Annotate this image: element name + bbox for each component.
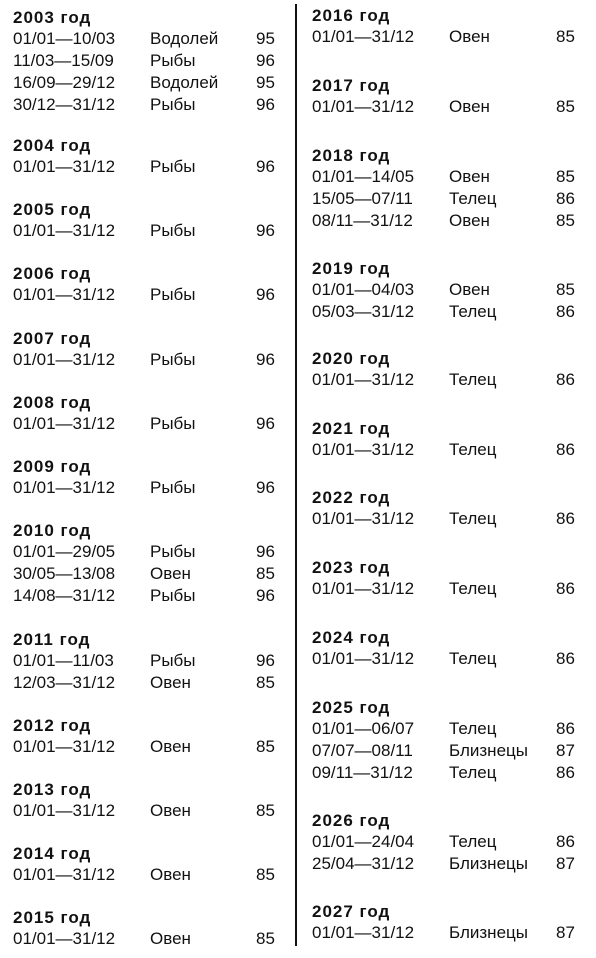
- sign-code: 96: [256, 157, 275, 176]
- sign-code: 85: [256, 673, 275, 692]
- sign-code: 85: [256, 801, 275, 820]
- period-dates: 01/01—31/12: [312, 440, 415, 459]
- zodiac-sign: Рыбы: [150, 95, 196, 114]
- year-heading: 2012 год: [13, 716, 92, 735]
- zodiac-sign: Овен: [150, 865, 191, 884]
- sign-code: 95: [256, 29, 275, 48]
- sign-code: 86: [556, 763, 575, 782]
- period-dates: 01/01—31/12: [13, 221, 116, 240]
- year-heading: 2008 год: [13, 393, 92, 412]
- period-dates: 01/01—10/03: [13, 29, 116, 48]
- year-heading: 2007 год: [13, 329, 92, 348]
- sign-code: 96: [256, 51, 275, 70]
- year-block: [300, 698, 596, 784]
- period-dates: 01/01—31/12: [312, 27, 415, 46]
- period-row: [300, 166, 596, 188]
- year-block: [0, 780, 292, 822]
- year-heading: 2011 год: [13, 630, 91, 649]
- period-row: [300, 718, 596, 740]
- zodiac-sign: Телец: [449, 719, 497, 738]
- sign-code: 86: [556, 189, 575, 208]
- zodiac-sign: Рыбы: [150, 414, 196, 433]
- sign-code: 86: [556, 649, 575, 668]
- year-block: [300, 146, 596, 232]
- period-row: [300, 740, 596, 762]
- year-block: [0, 908, 292, 950]
- zodiac-sign: Водолей: [150, 29, 219, 48]
- year-heading: 2003 год: [13, 8, 92, 27]
- period-dates: 01/01—31/12: [13, 478, 116, 497]
- period-row: [300, 508, 596, 530]
- period-dates: 01/01—04/03: [312, 280, 415, 299]
- period-dates: 11/03—15/09: [13, 51, 114, 70]
- year-heading: 2022 год: [312, 488, 391, 507]
- year-block: [0, 393, 292, 435]
- year-block: [0, 716, 292, 758]
- period-row: [0, 28, 292, 50]
- zodiac-sign: Овен: [449, 211, 490, 230]
- year-heading: 2013 год: [13, 780, 92, 799]
- year-heading: 2010 год: [13, 521, 92, 540]
- period-row: [0, 349, 292, 371]
- period-row: [0, 585, 292, 607]
- sign-code: 85: [556, 280, 575, 299]
- sign-code: 86: [556, 440, 575, 459]
- period-dates: 01/01—31/12: [13, 350, 116, 369]
- sign-code: 85: [556, 211, 575, 230]
- period-row: [300, 369, 596, 391]
- period-dates: 01/01—31/12: [312, 579, 415, 598]
- period-dates: 01/01—14/05: [312, 167, 415, 186]
- year-heading: 2016 год: [312, 6, 391, 25]
- sign-code: 96: [256, 542, 275, 561]
- period-row: [300, 762, 596, 784]
- sign-code: 85: [256, 929, 275, 948]
- period-dates: 07/07—08/11: [312, 741, 413, 760]
- period-dates: 01/01—31/12: [13, 285, 116, 304]
- sign-code: 96: [256, 221, 275, 240]
- period-row: [0, 284, 292, 306]
- year-block: [0, 630, 292, 694]
- year-block: [0, 521, 292, 607]
- period-dates: 01/01—31/12: [312, 923, 415, 942]
- sign-code: 86: [556, 509, 575, 528]
- year-block: [300, 6, 596, 48]
- year-block: [300, 76, 596, 118]
- year-heading: 2027 год: [312, 902, 391, 921]
- zodiac-sign: Рыбы: [150, 542, 196, 561]
- zodiac-sign: Рыбы: [150, 478, 196, 497]
- period-row: [0, 800, 292, 822]
- year-heading: 2026 год: [312, 811, 391, 830]
- zodiac-sign: Телец: [449, 579, 497, 598]
- zodiac-sign: Водолей: [150, 73, 219, 92]
- period-dates: 12/03—31/12: [13, 673, 116, 692]
- year-block: [300, 349, 596, 391]
- year-block: [0, 136, 292, 178]
- period-row: [300, 831, 596, 853]
- period-dates: 08/11—31/12: [312, 211, 413, 230]
- period-row: [300, 26, 596, 48]
- period-dates: 01/01—31/12: [312, 509, 415, 528]
- zodiac-sign: Овен: [150, 564, 191, 583]
- period-row: [0, 650, 292, 672]
- period-row: [300, 96, 596, 118]
- period-dates: 01/01—31/12: [13, 737, 116, 756]
- period-row: [300, 210, 596, 232]
- sign-code: 86: [556, 579, 575, 598]
- sign-code: 95: [256, 73, 275, 92]
- year-heading: 2021 год: [312, 419, 391, 438]
- year-block: [300, 259, 596, 323]
- sign-code: 86: [556, 302, 575, 321]
- period-dates: 30/05—13/08: [13, 564, 116, 583]
- period-row: [300, 648, 596, 670]
- sign-code: 87: [556, 741, 575, 760]
- zodiac-sign: Телец: [449, 649, 497, 668]
- year-heading: 2024 год: [312, 628, 391, 647]
- zodiac-sign: Овен: [150, 801, 191, 820]
- sign-code: 86: [556, 832, 575, 851]
- zodiac-sign: Близнецы: [449, 741, 528, 760]
- year-heading: 2005 год: [13, 200, 92, 219]
- sign-code: 85: [556, 97, 575, 116]
- zodiac-sign: Овен: [449, 167, 490, 186]
- period-dates: 05/03—31/12: [312, 302, 415, 321]
- sign-code: 86: [556, 719, 575, 738]
- period-dates: 09/11—31/12: [312, 763, 413, 782]
- zodiac-sign: Телец: [449, 763, 497, 782]
- column-divider: [295, 4, 297, 946]
- period-row: [0, 563, 292, 585]
- sign-code: 96: [256, 414, 275, 433]
- period-dates: 01/01—31/12: [13, 929, 116, 948]
- zodiac-sign: Рыбы: [150, 651, 196, 670]
- sign-code: 96: [256, 95, 275, 114]
- period-dates: 01/01—31/12: [312, 97, 415, 116]
- period-dates: 01/01—06/07: [312, 719, 415, 738]
- year-heading: 2017 год: [312, 76, 391, 95]
- sign-code: 96: [256, 651, 275, 670]
- zodiac-sign: Близнецы: [449, 854, 528, 873]
- sign-code: 96: [256, 586, 275, 605]
- sign-code: 87: [556, 923, 575, 942]
- period-row: [300, 922, 596, 944]
- year-block: [0, 200, 292, 242]
- year-heading: 2014 год: [13, 844, 92, 863]
- year-block: [0, 844, 292, 886]
- year-heading: 2006 год: [13, 264, 92, 283]
- period-dates: 14/08—31/12: [13, 586, 116, 605]
- year-heading: 2023 год: [312, 558, 391, 577]
- zodiac-sign: Близнецы: [449, 923, 528, 942]
- period-dates: 01/01—31/12: [13, 801, 116, 820]
- year-heading: 2020 год: [312, 349, 391, 368]
- year-block: [0, 457, 292, 499]
- period-row: [300, 279, 596, 301]
- zodiac-sign: Рыбы: [150, 51, 196, 70]
- year-block: [300, 902, 596, 944]
- year-block: [0, 329, 292, 371]
- period-dates: 16/09—29/12: [13, 73, 116, 92]
- period-row: [0, 413, 292, 435]
- period-row: [300, 301, 596, 323]
- sign-code: 85: [556, 27, 575, 46]
- year-heading: 2004 год: [13, 136, 92, 155]
- zodiac-sign: Рыбы: [150, 350, 196, 369]
- period-row: [0, 477, 292, 499]
- zodiac-sign: Овен: [150, 737, 191, 756]
- sign-code: 96: [256, 350, 275, 369]
- period-dates: 01/01—11/03: [13, 651, 114, 670]
- zodiac-sign: Овен: [449, 27, 490, 46]
- period-row: [300, 439, 596, 461]
- zodiac-sign: Телец: [449, 832, 497, 851]
- zodiac-sign: Телец: [449, 440, 497, 459]
- year-block: [300, 558, 596, 600]
- period-dates: 01/01—31/12: [312, 649, 415, 668]
- zodiac-sign: Телец: [449, 189, 497, 208]
- period-dates: 30/12—31/12: [13, 95, 116, 114]
- zodiac-sign: Рыбы: [150, 586, 196, 605]
- sign-code: 85: [256, 737, 275, 756]
- year-block: [300, 628, 596, 670]
- period-row: [0, 928, 292, 950]
- zodiac-sign: Овен: [449, 97, 490, 116]
- period-dates: 25/04—31/12: [312, 854, 415, 873]
- period-row: [0, 736, 292, 758]
- zodiac-sign: Овен: [449, 280, 490, 299]
- period-row: [0, 94, 292, 116]
- zodiac-sign: Телец: [449, 302, 497, 321]
- sign-code: 85: [256, 865, 275, 884]
- period-row: [0, 72, 292, 94]
- year-heading: 2018 год: [312, 146, 391, 165]
- year-heading: 2015 год: [13, 908, 92, 927]
- period-row: [0, 541, 292, 563]
- period-dates: 01/01—24/04: [312, 832, 415, 851]
- sign-code: 85: [256, 564, 275, 583]
- period-row: [300, 853, 596, 875]
- zodiac-sign: Рыбы: [150, 221, 196, 240]
- zodiac-sign: Телец: [449, 370, 497, 389]
- period-row: [300, 188, 596, 210]
- period-dates: 01/01—31/12: [312, 370, 415, 389]
- year-heading: 2009 год: [13, 457, 92, 476]
- year-heading: 2019 год: [312, 259, 391, 278]
- period-dates: 15/05—07/11: [312, 189, 413, 208]
- zodiac-sign: Овен: [150, 929, 191, 948]
- year-block: [300, 419, 596, 461]
- zodiac-sign: Рыбы: [150, 157, 196, 176]
- period-row: [0, 220, 292, 242]
- year-block: [300, 811, 596, 875]
- year-block: [300, 488, 596, 530]
- sign-code: 96: [256, 285, 275, 304]
- period-row: [0, 50, 292, 72]
- period-row: [300, 578, 596, 600]
- zodiac-sign: Рыбы: [150, 285, 196, 304]
- period-row: [0, 672, 292, 694]
- period-dates: 01/01—31/12: [13, 414, 116, 433]
- year-block: [0, 8, 292, 116]
- period-row: [0, 156, 292, 178]
- sign-code: 87: [556, 854, 575, 873]
- period-row: [0, 864, 292, 886]
- zodiac-sign: Телец: [449, 509, 497, 528]
- period-dates: 01/01—31/12: [13, 865, 116, 884]
- year-block: [0, 264, 292, 306]
- zodiac-sign: Овен: [150, 673, 191, 692]
- year-heading: 2025 год: [312, 698, 391, 717]
- sign-code: 85: [556, 167, 575, 186]
- period-dates: 01/01—29/05: [13, 542, 116, 561]
- sign-code: 86: [556, 370, 575, 389]
- period-dates: 01/01—31/12: [13, 157, 116, 176]
- sign-code: 96: [256, 478, 275, 497]
